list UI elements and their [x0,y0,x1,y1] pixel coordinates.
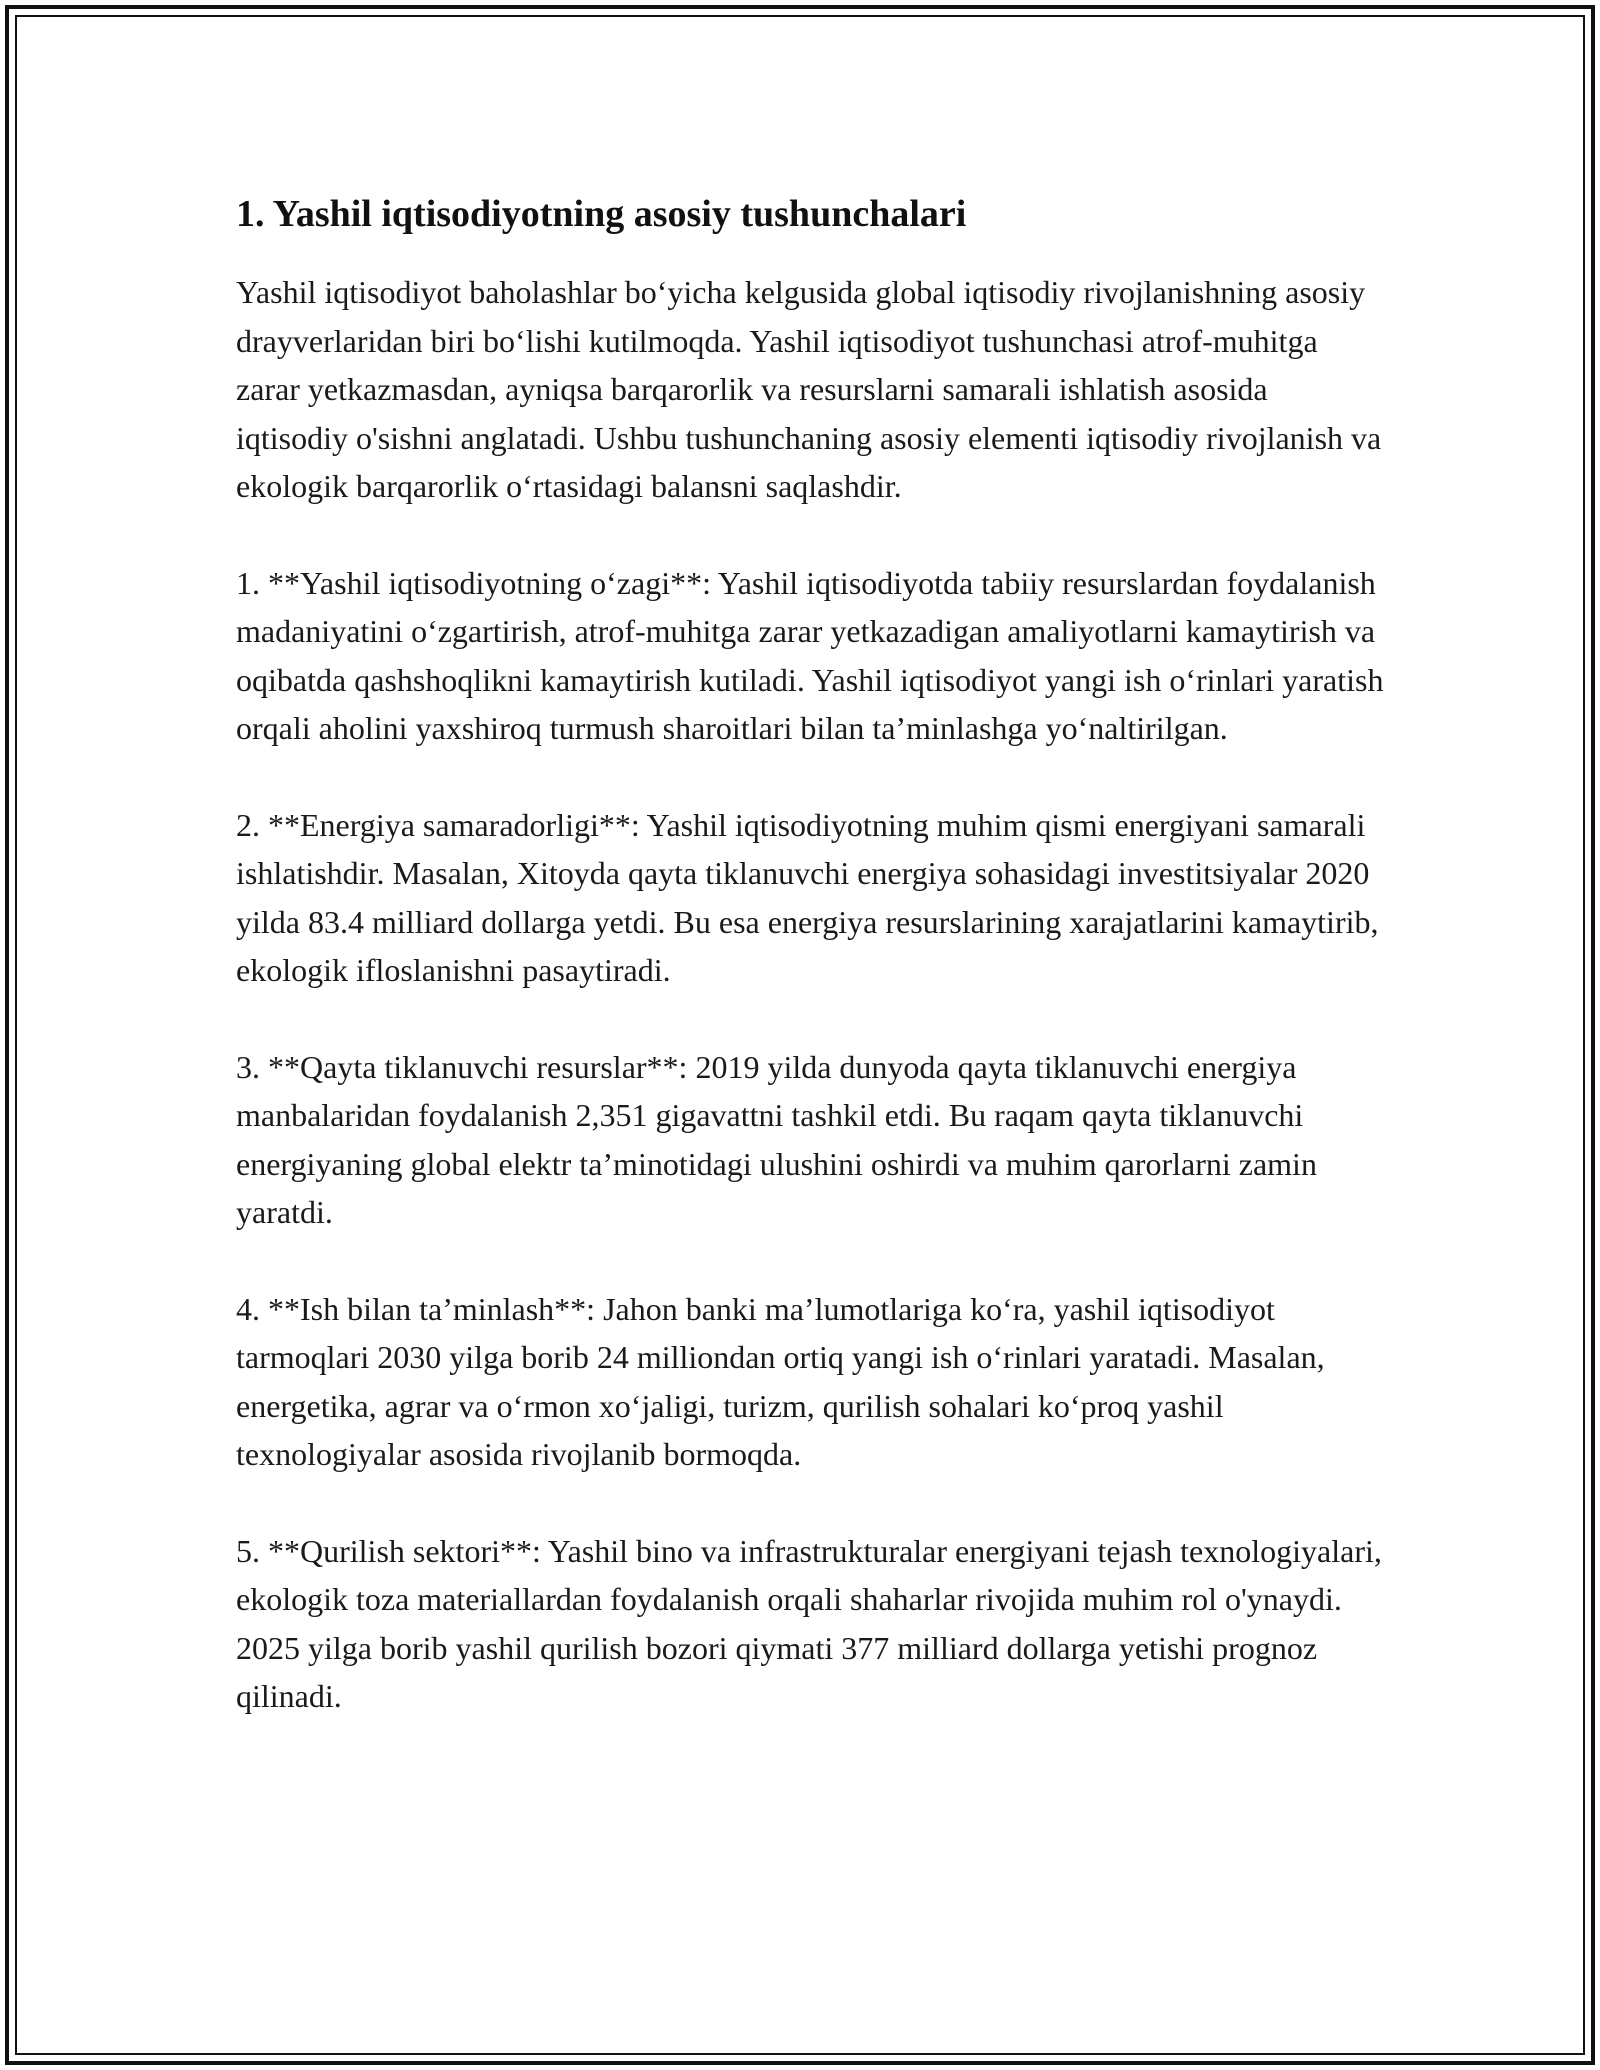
paragraph-green-economy-core: 1. **Yashil iqtisodiyotning o‘zagi**: Yashil iqtisodiyotda tabiiy resurslardan foydalanish madaniyatini o‘zgartirish, atrof-muhitga zarar yetkazadigan amaliyotlarni kamaytirish va oqibatda qashshoqlikni kamaytirish kutiladi. Yashil iqtisodiyot yangi ish o‘rinlari yaratish orqali aholini yaxshiroq turmush sharoitlari bilan ta’minlashga yo‘naltirilgan. [236,564,1384,746]
paragraph-employment: 4. **Ish bilan ta’minlash**: Jahon banki ma’lumotlariga ko‘ra, yashil iqtisodiyot tarmoqlari 2030 yilga borib 24 milliondan ortiq yangi ish o‘rinlari yaratadi. Masalan, energetika, agrar va o‘rmon xo‘jaligi, turizm, qurilish sohalari ko‘proq yashil texnologiyalar asosida rivojlanib bormoqda. [236,1290,1325,1472]
document-body [236,188,1386,1769]
section-heading: 1. Yashil iqtisodiyotning asosiy tushunchalari [236,193,967,235]
paragraph-construction-sector: 5. **Qurilish sektori**: Yashil bino va infrastrukturalar energiyani tejash texnologiyalari, ekologik toza materiallardan foydalanish orqali shaharlar rivojida muhim rol o'ynaydi. 2025 yilga borib yashil qurilish bozori qiymati 377 milliard dollarga yetishi prognoz qilinadi. [236,1532,1382,1714]
intro-paragraph: Yashil iqtisodiyot baholashlar bo‘yicha kelgusida global iqtisodiy rivojlanishning asosiy drayverlaridan biri bo‘lishi kutilmoqda. Yashil iqtisodiyot tushunchasi atrof-muhitga zarar yetkazmasdan, ayniqsa barqarorlik va resurslarni samarali ishlatish asosida iqtisodiy o'sishni anglatadi. Ushbu tushunchaning asosiy elementi iqtisodiy rivojlanish va ekologik barqarorlik o‘rtasidagi balansni saqlashdir. [236,274,1382,504]
paragraph-energy-efficiency: 2. **Energiya samaradorligi**: Yashil iqtisodiyotning muhim qismi energiyani samarali ishlatishdir. Masalan, Xitoyda qayta tiklanuvchi energiya sohasidagi investitsiyalar 2020 yilda 83.4 milliard dollarga yetdi. Bu esa energiya resurslarining xarajatlarini kamaytirib, ekologik ifloslanishni pasaytiradi. [236,806,1379,988]
paragraph-renewable-resources: 3. **Qayta tiklanuvchi resurslar**: 2019 yilda dunyoda qayta tiklanuvchi energiya manbalaridan foydalanish 2,351 gigavattni tashkil etdi. Bu raqam qayta tiklanuvchi energiyaning global elektr ta’minotidagi ulushini oshirdi va muhim qarorlarni zamin yaratdi. [236,1048,1317,1230]
